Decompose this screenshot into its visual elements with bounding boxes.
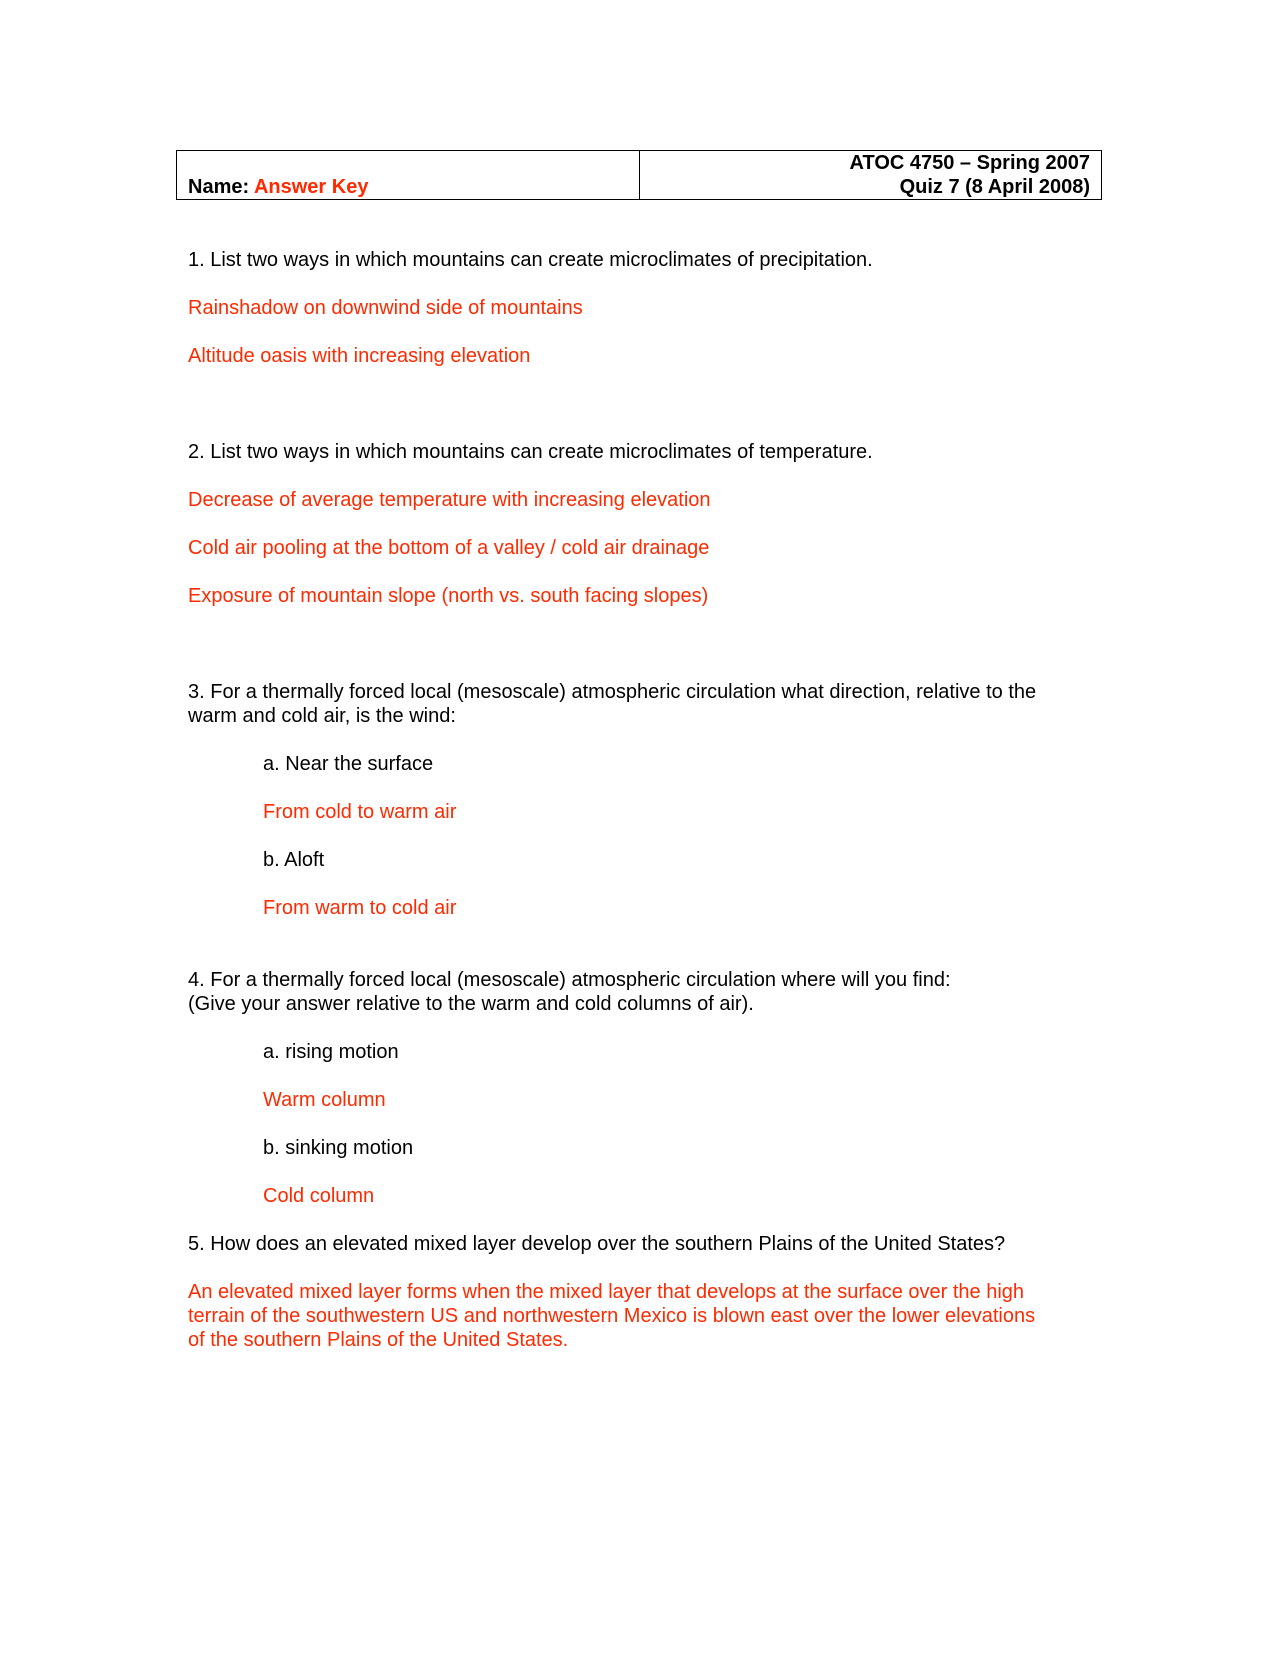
q4-answer-b: Cold column (263, 1185, 375, 1207)
q5-answer-line-1: An elevated mixed layer forms when the mixed layer that develops at the surface over the high (188, 1281, 1025, 1303)
q4-part-b: b. sinking motion (263, 1137, 414, 1159)
q3-question-line-1: 3. For a thermally forced local (mesoscale) atmospheric circulation what direction, relative to the (188, 681, 1037, 703)
q2-answer-3: Exposure of mountain slope (north vs. south facing slopes) (188, 585, 709, 607)
q1-answer-2: Altitude oasis with increasing elevation (188, 345, 531, 367)
q3-answer-a: From cold to warm air (263, 801, 457, 823)
q4-answer-a: Warm column (263, 1089, 386, 1111)
quiz-title: Quiz 7 (8 April 2008) (899, 176, 1090, 198)
q3-part-a: a. Near the surface (263, 753, 434, 775)
q2-answer-1: Decrease of average temperature with increasing elevation (188, 489, 711, 511)
header-table (176, 150, 1102, 200)
q2-answer-2: Cold air pooling at the bottom of a valley / cold air drainage (188, 537, 710, 559)
q5-question: 5. How does an elevated mixed layer develop over the southern Plains of the United States? (188, 1233, 1006, 1255)
q2-question: 2. List two ways in which mountains can create microclimates of temperature. (188, 441, 873, 463)
q5-answer-line-3: of the southern Plains of the United States. (188, 1329, 569, 1351)
q4-question-line-2: (Give your answer relative to the warm and cold columns of air). (188, 993, 754, 1015)
q3-question-line-2: warm and cold air, is the wind: (188, 705, 456, 727)
course-title: ATOC 4750 – Spring 2007 (849, 152, 1090, 174)
name-cell (177, 151, 640, 200)
q1-answer-1: Rainshadow on downwind side of mountains (188, 297, 583, 319)
q5-answer-line-2: terrain of the southwestern US and northwestern Mexico is blown east over the lower elevations (188, 1305, 1036, 1327)
q1-question: 1. List two ways in which mountains can create microclimates of precipitation. (188, 249, 873, 271)
q4-question-line-1: 4. For a thermally forced local (mesoscale) atmospheric circulation where will you find: (188, 969, 951, 991)
course-cell (640, 151, 1102, 200)
q3-part-b: b. Aloft (263, 849, 325, 871)
name-value: Answer Key (253, 176, 369, 198)
q3-answer-b: From warm to cold air (263, 897, 457, 919)
q4-part-a: a. rising motion (263, 1041, 399, 1063)
name-label: Name: (188, 176, 250, 198)
